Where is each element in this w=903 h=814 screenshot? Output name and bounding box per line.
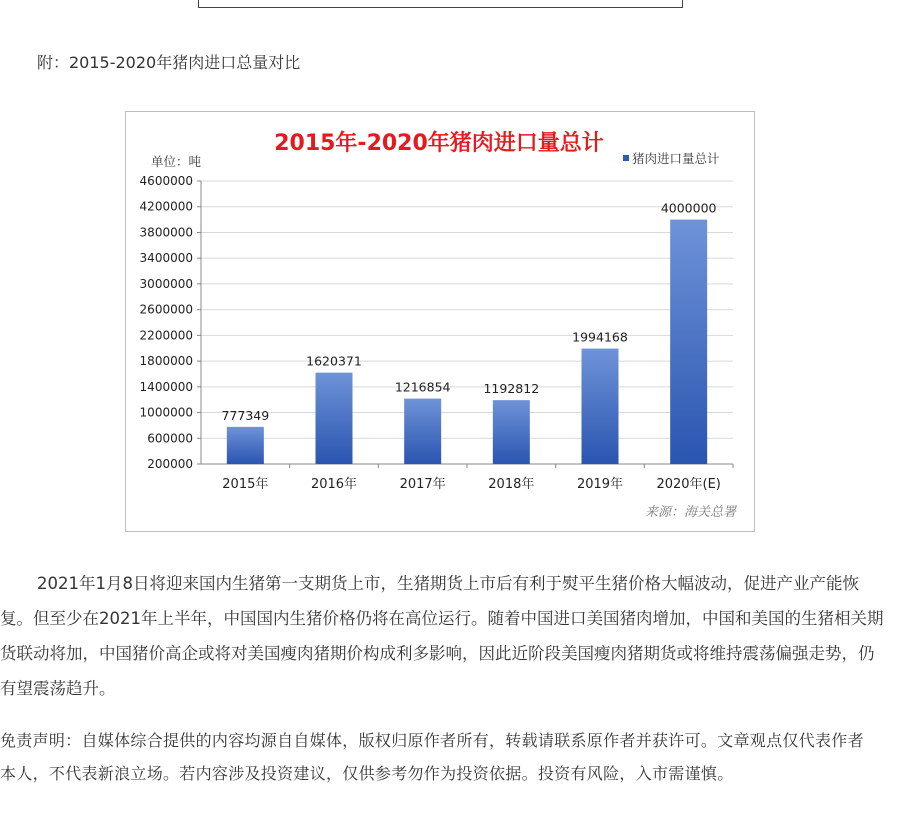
legend-label: 猪肉进口量总计 — [632, 151, 720, 166]
bar — [493, 400, 530, 464]
article-paragraph: 2021年1月8日将迎来国内生猪第一支期货上市，生猪期货上市后有利于熨平生猪价格大幅波动，促进产业产能恢复。但至少在2021年上半年，中国国内生猪价格仍将在高位运行。随着中国进口美国猪肉增加，中国和美国的生猪相关期货联动将加，中国猪价高企或将对美国瘦肉猪期价构成利多影响，因此近阶段美国瘦肉猪期货或将维持震荡偏强走势，仍有望震荡趋升。 — [0, 574, 884, 698]
y-tick-label: 4600000 — [139, 174, 193, 188]
bar — [404, 399, 441, 464]
x-tick-label: 2017年 — [399, 477, 446, 492]
chart-figure — [125, 111, 755, 532]
y-tick-label: 200000 — [147, 457, 193, 471]
unit-label: 单位：吨 — [151, 154, 202, 169]
data-label: 1192812 — [483, 381, 540, 397]
x-tick-label: 2019年 — [576, 477, 624, 492]
bar — [316, 373, 353, 464]
y-tick-label: 4200000 — [139, 199, 193, 214]
y-tick-label: 600000 — [147, 431, 193, 446]
data-label: 4000000 — [660, 200, 717, 216]
chart-caption: 附：2015-2020年猪肉进口总量对比 — [37, 53, 301, 72]
y-tick-label: 3000000 — [139, 276, 193, 291]
bar — [582, 349, 619, 464]
y-tick-label: 1000000 — [139, 405, 193, 420]
y-tick-label: 3800000 — [139, 225, 193, 240]
y-tick-label: 2200000 — [139, 328, 193, 343]
legend-swatch — [623, 155, 629, 161]
disclaimer-text: 免责声明：自媒体综合提供的内容均源自自媒体，版权归原作者所有，转载请联系原作者并获许可。文章观点仅代表作者本人，不代表新浪立场。若内容涉及投资建议，仅供参考勿作为投资依据。投资有风险，入市需谨慎。 — [0, 731, 864, 783]
data-label: 777349 — [221, 407, 270, 423]
bar — [227, 427, 264, 464]
data-label: 1994168 — [572, 329, 628, 345]
x-tick-label: 2020年(E) — [656, 477, 721, 492]
chart-title: 2015年-2020年猪肉进口量总计 — [274, 131, 604, 156]
x-tick-label: 2015年 — [222, 477, 269, 492]
bar-chart — [126, 112, 754, 531]
y-tick-label: 3400000 — [139, 251, 193, 266]
y-tick-label: 1400000 — [139, 379, 193, 394]
source-note: 来源：海关总署 — [644, 505, 736, 520]
data-label: 1620371 — [306, 353, 362, 369]
embedded-frame-edge — [198, 0, 683, 8]
bar — [670, 220, 707, 464]
x-tick-label: 2018年 — [488, 477, 535, 492]
y-tick-label: 2600000 — [139, 302, 193, 317]
data-label: 1216854 — [394, 379, 451, 395]
x-tick-label: 2016年 — [310, 477, 358, 492]
y-tick-label: 1800000 — [139, 354, 193, 369]
